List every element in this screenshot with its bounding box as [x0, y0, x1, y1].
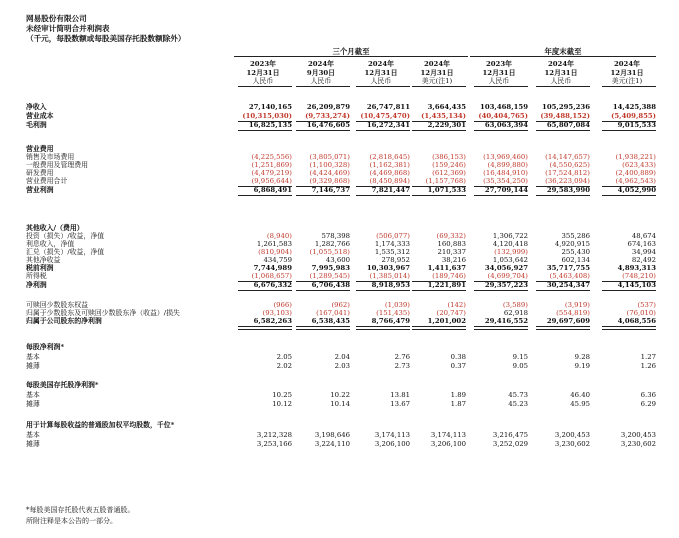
subtotal-rule [536, 326, 590, 330]
cell-value: 1,306,722 [492, 232, 528, 240]
cell-value: 48,674 [631, 232, 656, 240]
cell-value: (1,251,869) [251, 161, 292, 169]
table-row [26, 400, 656, 409]
column-header-year: 2024年 [423, 60, 451, 68]
total-rule [474, 130, 528, 131]
cell-value: 10,303,967 [366, 264, 410, 272]
cell-value: 45.23 [508, 400, 528, 408]
cell-value: (1,039) [384, 301, 410, 309]
cell-value: 16,476,605 [306, 121, 350, 129]
total-rule [474, 195, 528, 196]
cell-value: 3,252,029 [492, 440, 528, 448]
cell-value: 278,952 [381, 256, 410, 264]
cell-value: 16,272,341 [366, 121, 410, 129]
cell-value: 2.05 [276, 353, 292, 361]
cell-value: 105,295,236 [542, 103, 590, 111]
cell-value: 3,174,113 [374, 431, 410, 439]
cell-value: 4,145,103 [617, 281, 656, 289]
cell-value: 2.73 [394, 362, 410, 370]
subtotal-rule [474, 326, 528, 330]
row-label: 摊薄 [26, 400, 40, 408]
cell-value: (1,435,134) [421, 112, 466, 120]
cell-value: 9.05 [512, 362, 528, 370]
cell-value: 355,286 [561, 232, 590, 240]
cell-value: (151,435) [376, 309, 410, 317]
column-header-rule [296, 86, 350, 87]
cell-value: (1,162,381) [369, 161, 410, 169]
row-label: 销售及市场费用 [26, 153, 75, 161]
cell-value: (159,246) [432, 161, 466, 169]
cell-value: (1,385,014) [369, 272, 410, 280]
footnote-notes: 所附注释是本公告的一部分。 [26, 517, 117, 525]
column-header-date: 12月31日 [544, 68, 578, 77]
row-label: 汇兑（损失）/收益，净值 [26, 248, 105, 256]
total-rule [296, 130, 350, 131]
column-header [408, 60, 466, 86]
cell-value: (132,999) [494, 248, 528, 256]
cell-value: (5,463,408) [549, 272, 590, 280]
cell-value: 16,825,135 [248, 121, 292, 129]
year-end-header: 年度末截至 [544, 47, 582, 56]
cell-value: 3,230,602 [620, 440, 656, 448]
column-header [292, 60, 350, 86]
cell-value: (16,484,910) [483, 169, 528, 177]
table-row [26, 112, 656, 121]
cell-value: 1.26 [640, 362, 656, 370]
cell-value: 26,209,879 [306, 103, 350, 111]
cell-value: (167,041) [316, 309, 350, 317]
row-label: 每股美国存托股净利润* [26, 381, 99, 389]
subtotal-rule [238, 326, 292, 330]
cell-value: (13,969,460) [483, 153, 528, 161]
cell-value: 3,230,602 [554, 440, 590, 448]
row-label: 研发费用 [26, 169, 54, 177]
column-header-rule [238, 86, 292, 87]
column-header-rule [356, 86, 410, 87]
total-rule [412, 290, 466, 291]
cell-value: (537) [637, 301, 656, 309]
total-rule [238, 130, 292, 131]
cell-value: (39,488,152) [540, 112, 590, 120]
total-rule [356, 195, 410, 196]
cell-value: 13.67 [390, 400, 410, 408]
section-header [26, 421, 656, 430]
cell-value: 255,430 [561, 248, 590, 256]
total-rule [602, 130, 656, 131]
table-row [26, 431, 656, 440]
column-header [470, 60, 528, 86]
cell-value: (5,409,855) [611, 112, 656, 120]
column-header-currency: 美元(注1) [611, 77, 643, 86]
column-header-rule [536, 86, 590, 87]
three-months-header: 三个月截至 [332, 47, 370, 56]
row-label: 归属于公司股东的净利润 [26, 317, 102, 325]
cell-value: 45.95 [570, 400, 590, 408]
cell-value: 3,212,328 [256, 431, 292, 439]
column-header-year: 2024年 [613, 60, 641, 68]
column-header-currency: 人民币 [488, 77, 510, 86]
cell-value: (14,147,657) [545, 153, 590, 161]
row-label: 营业费用合计 [26, 177, 68, 185]
table-row [26, 362, 656, 371]
section-header [26, 343, 656, 352]
total-rule [296, 290, 350, 291]
cell-value: 1.89 [450, 391, 466, 399]
cell-value: 2.76 [394, 353, 410, 361]
statement-subtitle: （千元，每股数额或每股美国存托股数额除外） [26, 34, 186, 43]
cell-value: 45.73 [508, 391, 528, 399]
table-row [26, 317, 656, 326]
cell-value: (1,068,657) [251, 272, 292, 280]
cell-value: (189,746) [432, 272, 466, 280]
table-row [26, 281, 656, 290]
cell-value: 82,492 [631, 256, 656, 264]
row-label: 每股净利润* [26, 343, 65, 351]
row-label: 营业费用 [26, 145, 54, 153]
footnote-ads: *每股美国存托股代表五股普通股。 [26, 506, 135, 514]
column-header-date: 12月31日 [246, 68, 280, 77]
column-header-rule [474, 86, 528, 87]
cell-value: (4,225,556) [251, 153, 292, 161]
cell-value: 8,918,953 [371, 281, 410, 289]
cell-value: 1,282,766 [314, 240, 350, 248]
row-label: 毛利润 [26, 121, 47, 129]
cell-value: (142) [447, 301, 466, 309]
cell-value: (2,400,889) [615, 169, 656, 177]
cell-value: 2.04 [334, 353, 350, 361]
cell-value: (554,819) [556, 309, 590, 317]
cell-value: (93,103) [262, 309, 292, 317]
cell-value: 2.02 [276, 362, 292, 370]
cell-value: 3,664,435 [427, 103, 466, 111]
cell-value: (506,077) [376, 232, 410, 240]
cell-value: (4,469,868) [369, 169, 410, 177]
column-header-currency: 人民币 [252, 77, 274, 86]
column-header-year: 2024年 [547, 60, 575, 68]
column-header-currency: 人民币 [550, 77, 572, 86]
cell-value: 29,357,223 [484, 281, 528, 289]
cell-value: 27,140,165 [248, 103, 292, 111]
cell-value: 6,706,438 [311, 281, 350, 289]
statement-title: 未经审计简明合并利润表 [26, 24, 110, 33]
cell-value: 29,697,609 [546, 317, 590, 325]
subtotal-rule [602, 326, 656, 330]
cell-value: 10.22 [330, 391, 350, 399]
row-label: 基本 [26, 353, 40, 361]
column-header-year: 2023年 [249, 60, 277, 68]
cell-value: (36,223,094) [545, 177, 590, 185]
total-rule [602, 290, 656, 291]
cell-value: 6,582,263 [253, 317, 292, 325]
cell-value: (4,550,625) [549, 161, 590, 169]
cell-value: (10,315,030) [242, 112, 292, 120]
cell-value: 34,056,927 [484, 264, 528, 272]
cell-value: 3,216,475 [492, 431, 528, 439]
cell-value: 1,221,891 [427, 281, 466, 289]
cell-value: 63,063,394 [484, 121, 528, 129]
cell-value: (4,699,704) [487, 272, 528, 280]
cell-value: 27,709,144 [484, 186, 528, 194]
cell-value: 3,206,100 [430, 440, 466, 448]
cell-value: 3,224,110 [314, 440, 350, 448]
cell-value: 0.37 [450, 362, 466, 370]
cell-value: 0.38 [450, 353, 466, 361]
cell-value: (35,354,250) [483, 177, 528, 185]
cell-value: 30,254,347 [546, 281, 590, 289]
cell-value: (4,479,219) [251, 169, 292, 177]
cell-value: 4,052,990 [617, 186, 656, 194]
cell-value: (2,818,645) [369, 153, 410, 161]
cell-value: 578,398 [321, 232, 350, 240]
cell-value: 9,015,533 [617, 121, 656, 129]
column-header [234, 60, 292, 86]
year-end-rule [470, 56, 656, 57]
cell-value: (1,100,328) [309, 161, 350, 169]
cell-value: (10,475,470) [360, 112, 410, 120]
three-months-rule [234, 56, 468, 57]
row-label: 基本 [26, 391, 40, 399]
cell-value: 103,468,159 [480, 103, 528, 111]
cell-value: 210,337 [437, 248, 466, 256]
row-label: 其他净收益 [26, 256, 61, 264]
cell-value: (1,055,518) [309, 248, 350, 256]
table-row [26, 186, 656, 195]
cell-value: 1.27 [640, 353, 656, 361]
total-rule [474, 290, 528, 291]
row-label: 营业利润 [26, 186, 54, 194]
table-row [26, 353, 656, 362]
row-label: 营业成本 [26, 112, 54, 120]
total-rule [536, 130, 590, 131]
column-header-date: 12月31日 [420, 68, 454, 77]
cell-value: (966) [273, 301, 292, 309]
table-row [26, 177, 656, 186]
column-header [352, 60, 410, 86]
table-row [26, 440, 656, 449]
subtotal-rule [412, 326, 466, 330]
column-header-date: 12月31日 [610, 68, 644, 77]
cell-value: 1,411,637 [427, 264, 466, 272]
row-label: 摊薄 [26, 440, 40, 448]
cell-value: 1,071,533 [427, 186, 466, 194]
cell-value: 3,253,166 [256, 440, 292, 448]
cell-value: (8,940) [266, 232, 292, 240]
cell-value: 1,053,642 [492, 256, 528, 264]
column-header [598, 60, 656, 86]
cell-value: (9,329,868) [309, 177, 350, 185]
cell-value: (40,404,765) [478, 112, 528, 120]
cell-value: 3,200,453 [620, 431, 656, 439]
cell-value: (3,919) [564, 301, 590, 309]
cell-value: 3,206,100 [374, 440, 410, 448]
column-header-currency: 人民币 [310, 77, 332, 86]
cell-value: (810,904) [258, 248, 292, 256]
column-header-rule [412, 86, 466, 87]
cell-value: 674,163 [627, 240, 656, 248]
cell-value: 7,744,989 [253, 264, 292, 272]
cell-value: 7,146,737 [311, 186, 350, 194]
subtotal-rule [356, 326, 410, 330]
cell-value: (962) [331, 301, 350, 309]
cell-value: (3,589) [502, 301, 528, 309]
total-rule [238, 195, 292, 196]
cell-value: 4,920,915 [554, 240, 590, 248]
column-header-currency: 人民币 [370, 77, 392, 86]
section-header [26, 381, 656, 390]
column-header-date: 12月31日 [364, 68, 398, 77]
cell-value: 9.15 [512, 353, 528, 361]
cell-value: 35,717,755 [546, 264, 590, 272]
cell-value: (3,805,071) [309, 153, 350, 161]
cell-value: 6,868,491 [253, 186, 292, 194]
total-rule [412, 195, 466, 196]
row-label: 归属于少数股东及可赎回少数股东净（收益）/损失 [26, 309, 180, 317]
cell-value: 2.03 [334, 362, 350, 370]
cell-value: (612,369) [432, 169, 466, 177]
total-rule [238, 290, 292, 291]
column-header-year: 2024年 [367, 60, 395, 68]
row-label: 税前利润 [26, 264, 54, 272]
cell-value: (17,524,812) [545, 169, 590, 177]
cell-value: 62,918 [503, 309, 528, 317]
total-rule [356, 290, 410, 291]
table-row [26, 391, 656, 400]
row-label: 基本 [26, 431, 40, 439]
cell-value: (8,450,894) [369, 177, 410, 185]
total-rule [602, 195, 656, 196]
total-rule [412, 130, 466, 131]
cell-value: 34,994 [631, 248, 656, 256]
row-label: 摊薄 [26, 362, 40, 370]
cell-value: 3,174,113 [430, 431, 466, 439]
cell-value: (9,956,644) [251, 177, 292, 185]
column-header-currency: 美元(注1) [421, 77, 453, 86]
column-header-year: 2023年 [485, 60, 513, 68]
column-header [532, 60, 590, 86]
cell-value: (20,747) [436, 309, 466, 317]
row-label: 所得税 [26, 272, 47, 280]
row-label: 一般费用及管理费用 [26, 161, 89, 169]
cell-value: 13.81 [390, 391, 410, 399]
cell-value: 29,583,990 [546, 186, 590, 194]
row-label: 利息收入，净值 [26, 240, 75, 248]
cell-value: 9.19 [574, 362, 590, 370]
table-row [26, 103, 656, 112]
column-header-date: 12月31日 [482, 68, 516, 77]
cell-value: (386,153) [432, 153, 466, 161]
cell-value: 65,807,084 [546, 121, 590, 129]
row-label: 净收入 [26, 103, 47, 111]
cell-value: 26,747,811 [366, 103, 410, 111]
row-label: 其他收入/（费用） [26, 224, 84, 232]
cell-value: (4,962,543) [615, 177, 656, 185]
total-rule [536, 290, 590, 291]
cell-value: 38,216 [441, 256, 466, 264]
cell-value: (4,899,880) [487, 161, 528, 169]
cell-value: 7,821,447 [371, 186, 410, 194]
cell-value: (9,733,274) [305, 112, 350, 120]
cell-value: 29,416,552 [484, 317, 528, 325]
cell-value: (1,938,221) [615, 153, 656, 161]
cell-value: 2,229,301 [427, 121, 466, 129]
cell-value: 43,600 [325, 256, 350, 264]
cell-value: (1,289,545) [309, 272, 350, 280]
total-rule [356, 130, 410, 131]
cell-value: 434,759 [263, 256, 292, 264]
cell-value: 4,120,418 [492, 240, 528, 248]
cell-value: 4,893,313 [617, 264, 656, 272]
row-label: 投资（损失）/收益，净值 [26, 232, 105, 240]
cell-value: 3,200,453 [554, 431, 590, 439]
table-row [26, 272, 656, 281]
cell-value: (69,332) [436, 232, 466, 240]
cell-value: 8,766,479 [371, 317, 410, 325]
cell-value: 3,198,646 [314, 431, 350, 439]
table-row [26, 121, 656, 130]
cell-value: 46.40 [570, 391, 590, 399]
subtotal-rule [296, 326, 350, 330]
cell-value: 4,068,556 [617, 317, 656, 325]
total-rule [296, 195, 350, 196]
row-label: 可赎回少数股东权益 [26, 301, 89, 309]
company-name: 网易股份有限公司 [26, 14, 87, 23]
cell-value: 10.12 [272, 400, 292, 408]
cell-value: (1,157,768) [425, 177, 466, 185]
cell-value: 1.87 [450, 400, 466, 408]
cell-value: 602,134 [561, 256, 590, 264]
cell-value: (76,010) [626, 309, 656, 317]
cell-value: (623,433) [622, 161, 656, 169]
cell-value: 1,174,333 [374, 240, 410, 248]
cell-value: 160,883 [437, 240, 466, 248]
cell-value: 1,201,002 [427, 317, 466, 325]
column-header-date: 9月30日 [306, 68, 336, 77]
cell-value: 6.29 [640, 400, 656, 408]
cell-value: 14,425,388 [612, 103, 656, 111]
row-label: 净利润 [26, 281, 47, 289]
total-rule [536, 195, 590, 196]
column-header-rule [602, 86, 656, 87]
cell-value: 6,676,332 [253, 281, 292, 289]
cell-value: 1,535,312 [374, 248, 410, 256]
cell-value: 1,261,583 [256, 240, 292, 248]
cell-value: 10.25 [272, 391, 292, 399]
column-header-year: 2024年 [307, 60, 335, 68]
cell-value: 6,538,435 [311, 317, 350, 325]
cell-value: 9.28 [574, 353, 590, 361]
cell-value: (748,210) [622, 272, 656, 280]
cell-value: 7,995,983 [311, 264, 350, 272]
cell-value: 6.36 [640, 391, 656, 399]
row-label: 用于计算每股收益的普通股加权平均股数，千位* [26, 421, 175, 429]
cell-value: 10.14 [330, 400, 350, 408]
cell-value: (4,424,469) [309, 169, 350, 177]
